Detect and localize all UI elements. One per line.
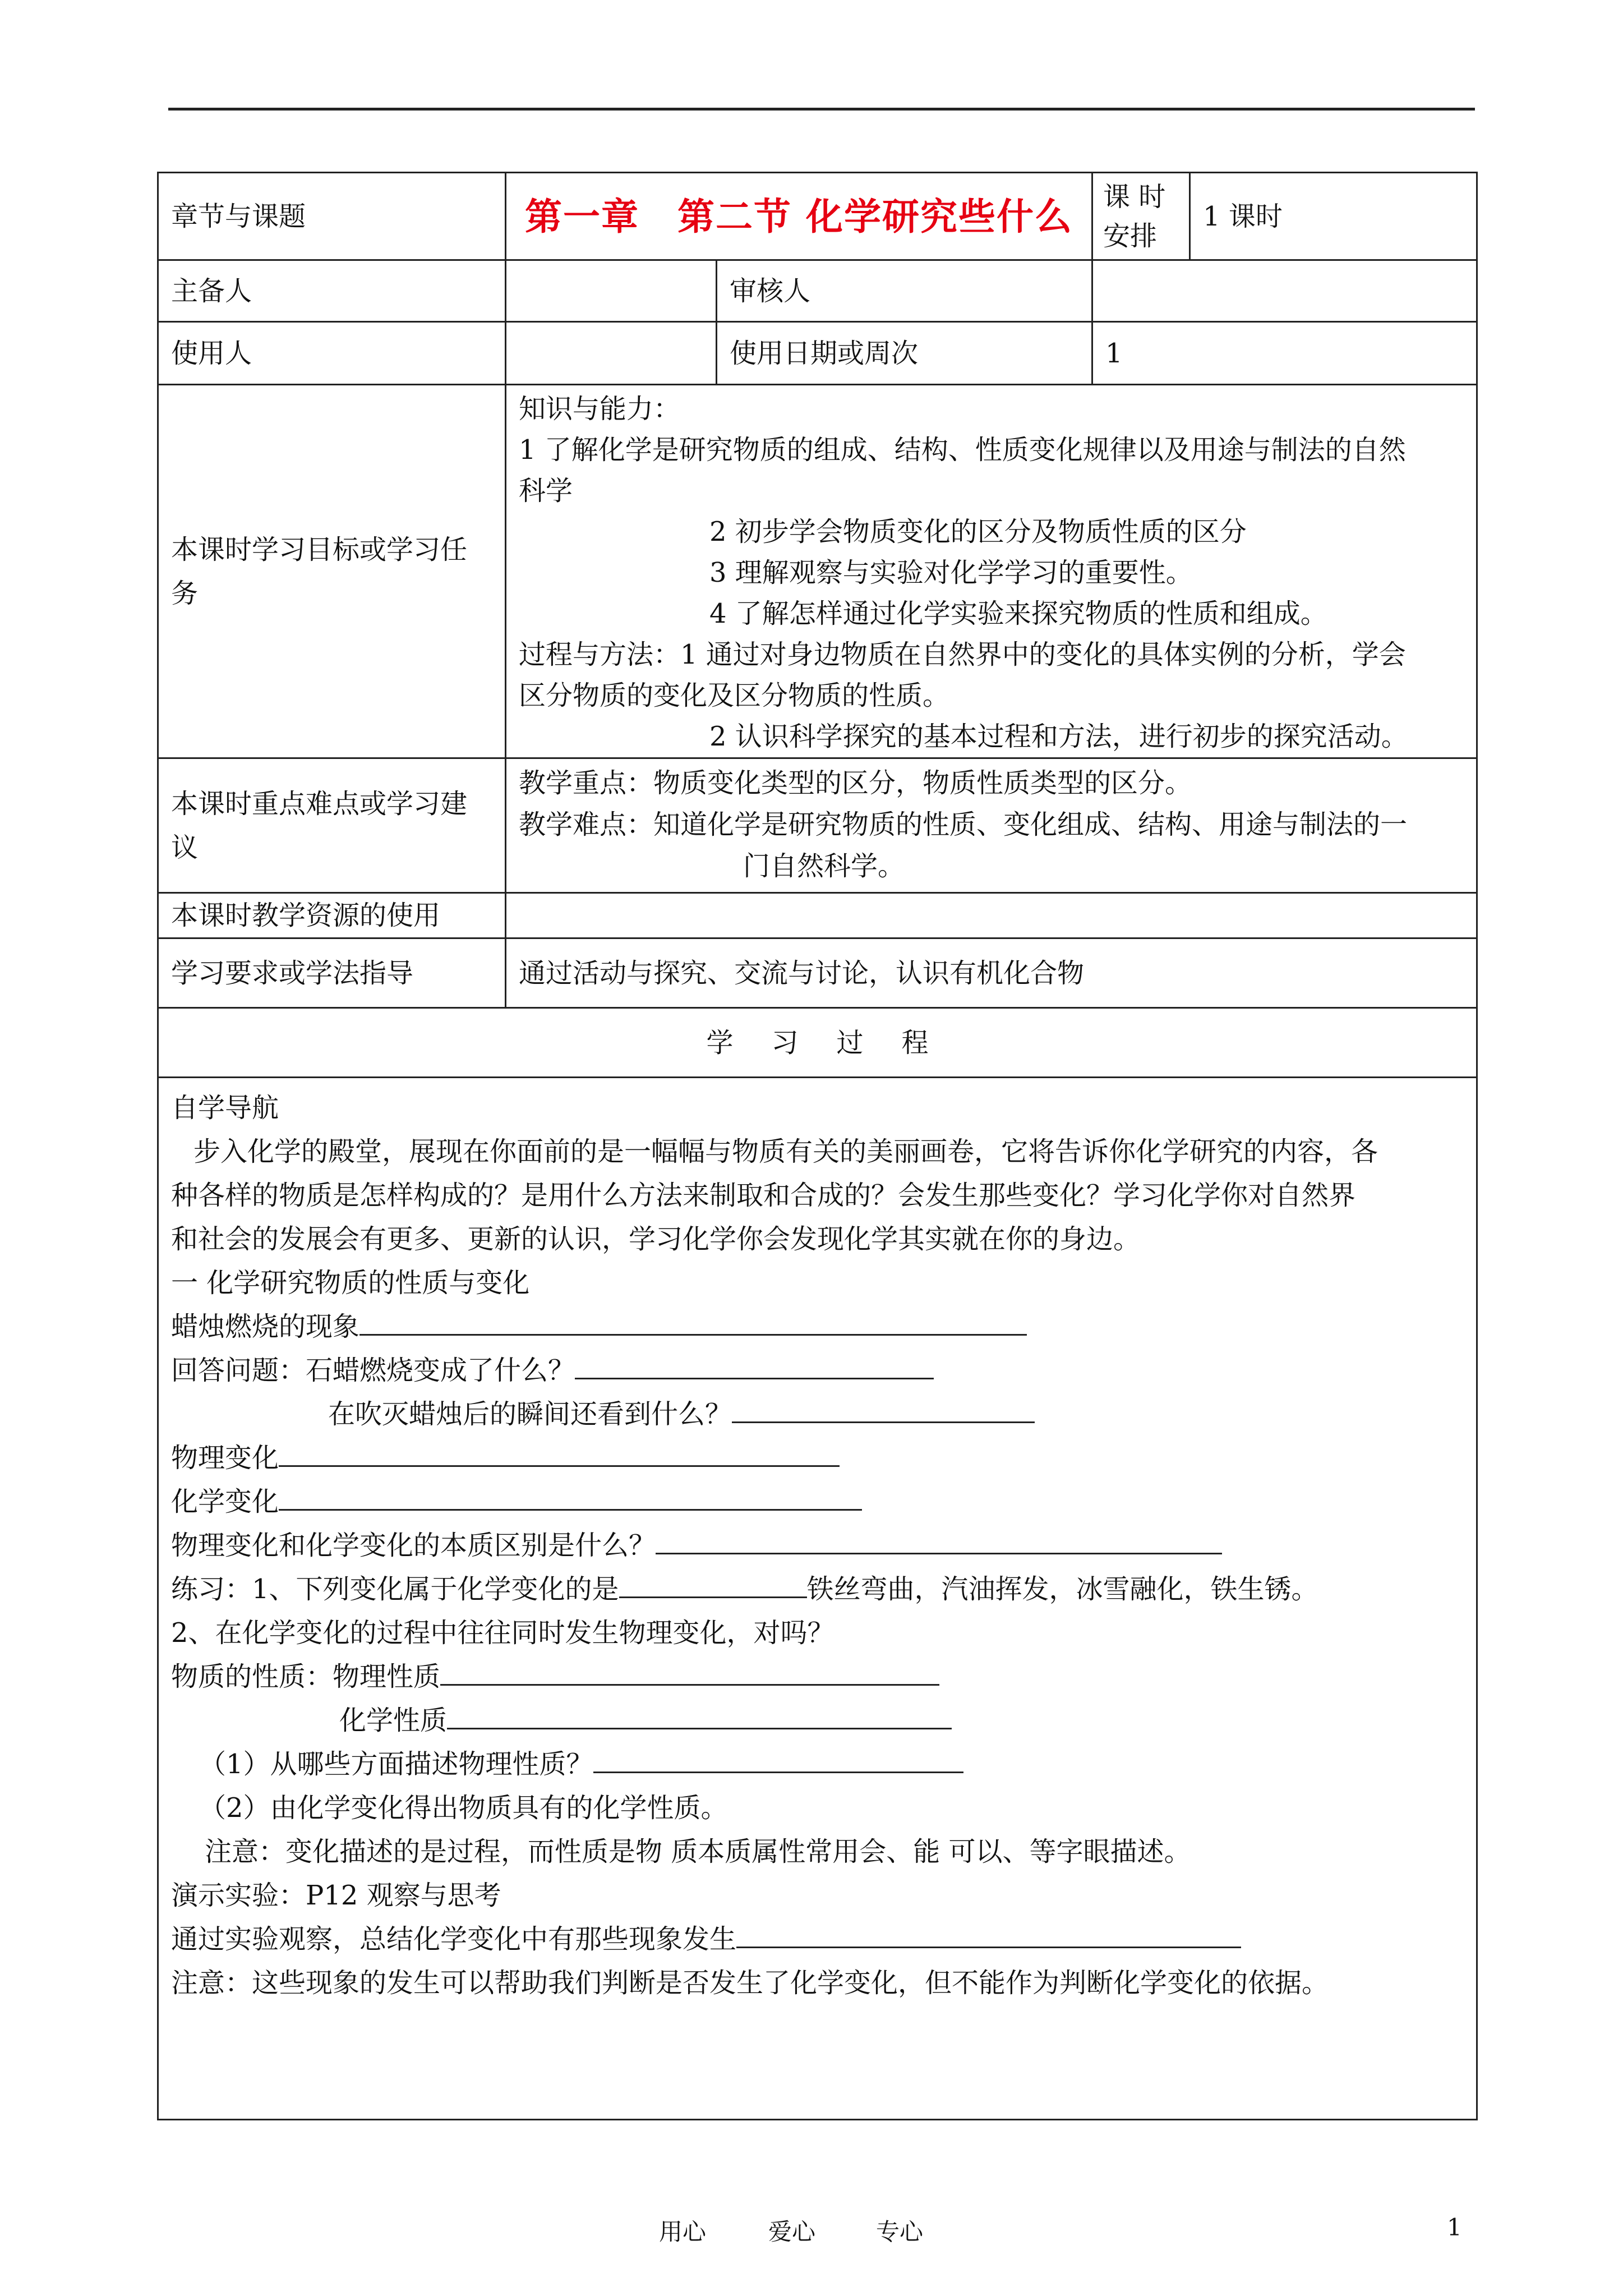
physical-property-question-label: （1）从哪些方面描述物理性质？: [199, 1749, 593, 1780]
intro-line: 步入化学的殿堂，展现在你面前的是一幅幅与物质有关的美丽画卷，它将告诉你化学研究的内容，各: [193, 1136, 1378, 1167]
hours-value: 1 课时: [1190, 173, 1477, 260]
goals-line: 科学: [519, 475, 573, 507]
user-value: [506, 322, 717, 385]
answer-question-2: [171, 1392, 1464, 1436]
goals-row: [158, 385, 1477, 758]
title-row: [158, 173, 1477, 260]
footer-motto-2: 爱心: [768, 2218, 816, 2246]
key-points-content: [506, 758, 1477, 893]
observation-label: 通过实验观察，总结化学变化中有那些现象发生: [171, 1924, 737, 1955]
goals-line: 3 理解观察与实验对化学学习的重要性。: [709, 557, 1193, 588]
demo-experiment: 演示实验：P12 观察与思考: [171, 1880, 501, 1911]
key-point-line: 门自然科学。: [743, 850, 905, 882]
process-title-char: 学: [706, 1027, 734, 1059]
answer-question-2-label: 在吹灭蜡烛后的瞬间还看到什么？: [328, 1398, 732, 1430]
process-title-char: 习: [771, 1027, 799, 1059]
goals-label: 本课时学习目标或学习任务: [158, 385, 506, 758]
chemical-change-item: [171, 1480, 1464, 1524]
process-title: [158, 1008, 1477, 1078]
answer-question-1-label: 回答问题：石蜡燃烧变成了什么？: [171, 1355, 575, 1386]
date-label: 使用日期或周次: [717, 322, 1092, 385]
physical-property-item: [171, 1655, 1464, 1699]
goals-line: 2 初步学会物质变化的区分及物质性质的区分: [709, 516, 1247, 547]
candle-label: 蜡烛燃烧的现象: [171, 1311, 360, 1342]
answer-blank[interactable]: [732, 1392, 1035, 1423]
process-title-char: 过: [836, 1027, 864, 1059]
answer-blank[interactable]: [440, 1655, 939, 1686]
footer-motto-3: 专心: [876, 2218, 924, 2246]
preparer-label: 主备人: [158, 260, 506, 322]
method-row: [158, 938, 1477, 1008]
goals-line: 1 了解化学是研究物质的组成、结构、性质变化规律以及用途与制法的自然: [519, 434, 1406, 466]
answer-blank[interactable]: [656, 1524, 1222, 1554]
hours-label: 课 时 安排: [1092, 173, 1190, 260]
preparer-value: [506, 260, 717, 322]
note-1: 注意：变化描述的是过程，而性质是物 质本质属性常用会、能 可以、等字眼描述。: [205, 1836, 1191, 1867]
page-number: 1: [1447, 2214, 1462, 2241]
exercise-1-options: 铁丝弯曲，汽油挥发，冰雪融化，铁生锈。: [806, 1573, 1318, 1605]
reviewer-value: [1092, 260, 1477, 322]
observation-item: [171, 1917, 1464, 1961]
answer-blank[interactable]: [593, 1742, 963, 1773]
lesson-plan-table: [157, 172, 1478, 2120]
chemical-property-question: （2）由化学变化得出物质具有的化学性质。: [199, 1792, 728, 1824]
key-point-line: 教学重点：物质变化类型的区分，物质性质类型的区分。: [519, 767, 1192, 799]
resources-label: 本课时教学资源的使用: [158, 893, 506, 938]
key-points-row: [158, 758, 1477, 893]
exercise-1-prompt: 练习：1、下列变化属于化学变化的是: [171, 1573, 619, 1605]
exercise-2: 2、在化学变化的过程中往往同时发生物理变化，对吗？: [171, 1617, 834, 1649]
answer-blank[interactable]: [279, 1436, 840, 1467]
footer-motto-1: 用心: [659, 2218, 707, 2246]
chapter-label: 章节与课题: [158, 173, 506, 260]
goals-line: 区分物质的变化及区分物质的性质。: [519, 680, 950, 711]
process-title-row: [158, 1008, 1477, 1078]
answer-blank[interactable]: [447, 1699, 952, 1729]
physical-property-label: 物质的性质：物理性质: [171, 1661, 441, 1692]
answer-blank[interactable]: [279, 1480, 862, 1511]
goals-content: [506, 385, 1477, 758]
chemical-property-label: 化学性质: [339, 1705, 448, 1736]
physical-property-question: [171, 1742, 1464, 1786]
process-row: [158, 1078, 1477, 2120]
user-label: 使用人: [158, 322, 506, 385]
physical-change-item: [171, 1436, 1464, 1480]
goals-line: 4 了解怎样通过化学实验来探究物质的性质和组成。: [709, 598, 1327, 629]
answer-blank[interactable]: [575, 1349, 934, 1379]
reviewer-label: 审核人: [717, 260, 1092, 322]
answer-blank[interactable]: [619, 1567, 807, 1598]
chemical-change-label: 化学变化: [171, 1486, 279, 1517]
process-heading: 自学导航: [171, 1092, 279, 1124]
preparer-row: [158, 260, 1477, 322]
answer-blank[interactable]: [359, 1305, 1027, 1336]
lesson-title: 第一章 第二节 化学研究些什么: [506, 173, 1092, 260]
chemical-property-item: [171, 1699, 1464, 1742]
candle-item: [171, 1305, 1464, 1349]
resources-value: [506, 893, 1477, 938]
answer-question-1: [171, 1349, 1464, 1392]
note-2: 注意：这些现象的发生可以帮助我们判断是否发生了化学变化，但不能作为判断化学变化的依据。: [171, 1967, 1329, 1999]
essential-difference-item: [171, 1524, 1464, 1567]
essential-difference-label: 物理变化和化学变化的本质区别是什么？: [171, 1530, 656, 1561]
intro-line: 和社会的发展会有更多、更新的认识，学习化学你会发现化学其实就在你的身边。: [171, 1223, 1141, 1255]
key-point-line: 教学难点：知道化学是研究物质的性质、变化组成、结构、用途与制法的一: [519, 809, 1408, 840]
header-rule: [168, 108, 1475, 111]
resources-row: [158, 893, 1477, 938]
goals-line: 知识与能力：: [519, 393, 681, 425]
key-points-label: 本课时重点难点或学习建议: [158, 758, 506, 893]
process-title-char: 程: [901, 1027, 929, 1059]
exercise-1: [171, 1567, 1464, 1611]
section-heading: 一 化学研究物质的性质与变化: [171, 1267, 530, 1299]
method-value: 通过活动与探究、交流与讨论，认识有机化合物: [506, 938, 1477, 1008]
date-value: 1: [1092, 322, 1477, 385]
goals-line: 2 认识科学探究的基本过程和方法，进行初步的探究活动。: [709, 721, 1408, 752]
goals-line: 过程与方法：1 通过对身边物质在自然界中的变化的具体实例的分析，学会: [519, 639, 1406, 670]
process-content: [158, 1078, 1477, 2120]
user-row: [158, 322, 1477, 385]
physical-change-label: 物理变化: [171, 1442, 279, 1474]
intro-line: 种各样的物质是怎样构成的？是用什么方法来制取和合成的？会发生那些变化？学习化学你对自然界: [171, 1180, 1356, 1211]
method-label: 学习要求或学法指导: [158, 938, 506, 1008]
answer-blank[interactable]: [736, 1917, 1241, 1948]
